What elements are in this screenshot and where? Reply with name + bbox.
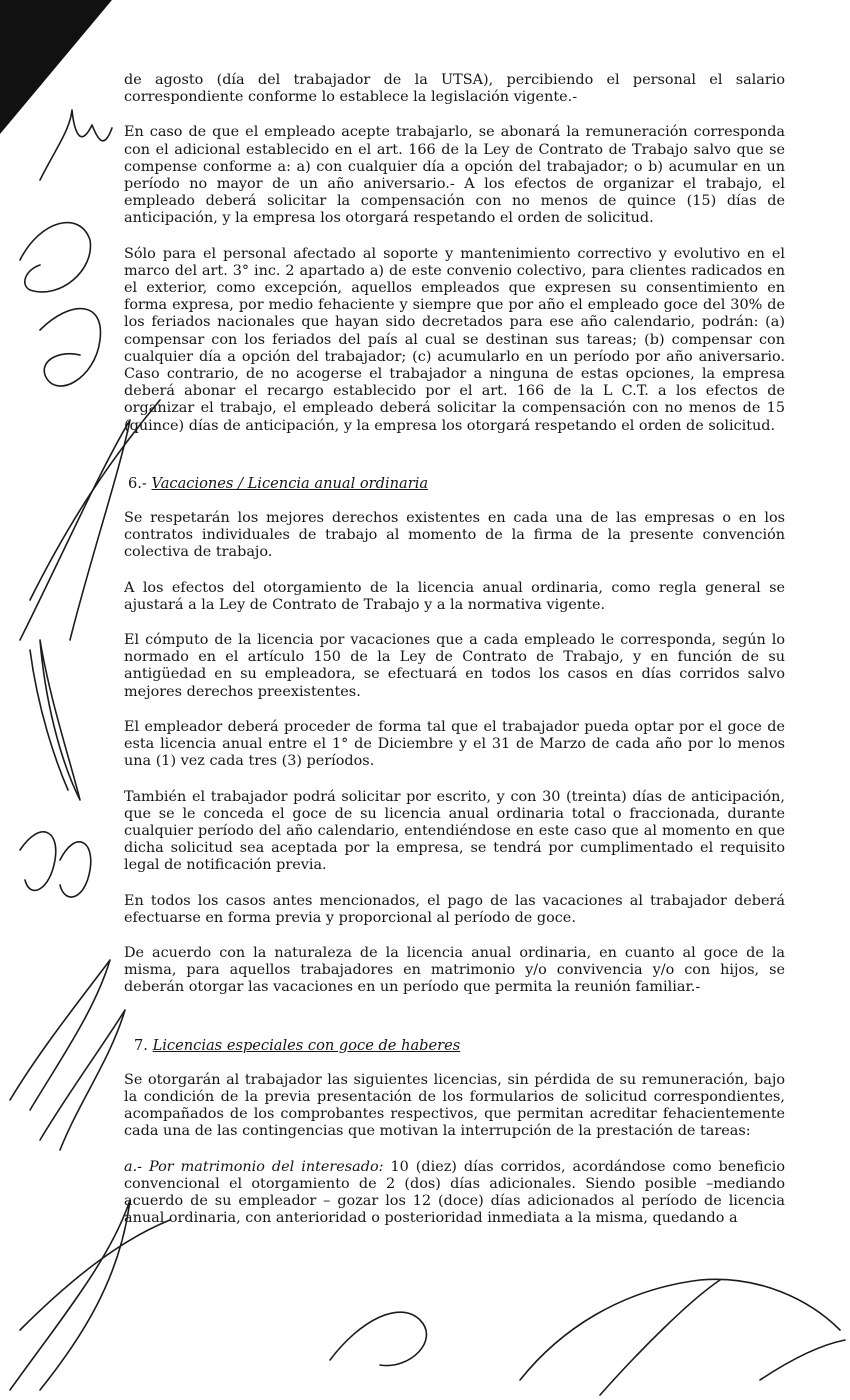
signature-stroke-bottom-right-1 — [330, 1312, 426, 1365]
section-7-item-a-text: 10 (diez) días corridos, acordándose como beneficio convencional el otorgamiento de 2 (dos) días adicionales. Siendo posible –mediando acuerdo de su empleador – gozar los 12 (doce) días adicionados al período de licencia anual ordinaria, con anterioridad o posterioridad inmediata a la misma, quedando a — [124, 1158, 785, 1227]
section-6-paragraph-4: El empleador deberá proceder de forma tal que el trabajador pueda optar por el goce de esta licencia anual entre el 1° de Diciembre y el 31 de Marzo de cada año por lo menos una (1) vez cada tres (3) períodos. — [124, 718, 785, 770]
signature-stroke-loop-1 — [20, 223, 90, 292]
signature-stroke-long-diagonal — [20, 420, 130, 640]
section-6-paragraph-6: En todos los casos antes mencionados, el pago de las vacaciones al trabajador deberá efectuarse en forma previa y proporcional al período de goce. — [124, 892, 785, 926]
section-6-paragraph-5: También el trabajador podrá solicitar por escrito, y con 30 (treinta) días de anticipación, que se le conceda el goce de su licencia anual ordinaria total o fraccionada, durante cualquier período del año calendario, entendiéndose en este caso que al momento en que dicha solicitud sea aceptada por la empresa, se tendrá por cumplimentado el requisito legal de notificación previa. — [124, 788, 785, 874]
section-6-heading — [128, 475, 785, 492]
signature-stroke-bottom-right-4 — [760, 1340, 845, 1380]
signature-stroke-bottom-big-2 — [20, 1220, 170, 1330]
section-7-number: 7. — [134, 1036, 153, 1054]
signature-stroke-lower-diagonal — [10, 960, 110, 1110]
section-6-paragraph-7: De acuerdo con la naturaleza de la licencia anual ordinaria, en cuanto al goce de la misma, para aquellos trabajadores en matrimonio y/o convivencia y/o con hijos, se deberán otorgar las vacaciones en un período que permita la reunión familiar.- — [124, 944, 785, 996]
section-7-item-a — [124, 1159, 785, 1228]
section-7-paragraph-1: Se otorgarán al trabajador las siguientes licencias, sin pérdida de su remuneración, bajo la condición de la previa presentación de los formularios de solicitud correspondientes, acompañados de los comprobantes respectivos, que permitan acreditar fehacientemente cada una de las contingencias que motivan la interrupción de la prestación de tareas: — [124, 1071, 785, 1140]
scan-corner-mark — [0, 0, 120, 140]
signature-stroke-ellipse-2 — [30, 650, 68, 790]
signature-stroke-bottom-big — [10, 1200, 130, 1390]
section-6-paragraph-3: El cómputo de la licencia por vacaciones que a cada empleado le corresponda, según lo normado en el artículo 150 de la Ley de Contrato de Trabajo, y en función de su antigüedad en su empleadora, se efectuará en todos los casos en días corridos salvo mejores derechos preexistentes. — [124, 632, 785, 700]
paragraph-exterior: Sólo para el personal afectado al soporte y mantenimiento correctivo y evolutivo en el marco del art. 3° inc. 2 apartado a) de este convenio colectivo, para clientes radicados en el exterior, como excepción, aquellos empleados que expresen su consentimiento en forma expresa, por medio fehaciente y siempre que por año el empleado goce del 30% de los feriados nacionales que hayan sido decretados para ese año calendario, podrán: (a) compensar con los feriados del país al cual se destinan sus tareas; (b) compensar con cualquier día a opción del trabajador; (c) acumularlo en un período por año aniversario. Caso contrario, de no acogerse el trabajador a ninguna de estas opciones, la empresa deberá abonar el recargo establecido por el art. 166 de la L C.T. a los efectos de organizar el trabajo, el empleado deberá solicitar la compensación con no menos de 15 (quince) días de anticipación, y la empresa los otorgará respetando el orden de solicitud. — [124, 245, 785, 434]
document-body — [124, 72, 785, 1227]
signature-stroke-loop-2 — [40, 309, 100, 386]
signature-stroke-bottom-right-2 — [520, 1279, 840, 1380]
section-7-item-a-label: a.- Por matrimonio del interesado: — [124, 1158, 384, 1175]
signature-stroke-bottom-right-3 — [600, 1280, 720, 1395]
signature-stroke-lower-loops — [20, 832, 91, 897]
section-6-paragraph-2: A los efectos del otorgamiento de la licencia anual ordinaria, como regla general se ajustará a la Ley de Contrato de Trabajo y a la normativa vigente. — [124, 579, 785, 613]
signature-stroke-ellipse — [40, 640, 80, 800]
paragraph-intro: de agosto (día del trabajador de la UTSA), percibiendo el personal el salario correspondiente conforme lo establece la legislación vigente.- — [124, 72, 785, 106]
section-6-paragraph-1: Se respetarán los mejores derechos existentes en cada una de las empresas o en los contratos individuales de trabajo al momento de la firma de la presente convención colectiva de trabajo. — [124, 510, 785, 561]
paragraph-feriado-work: En caso de que el empleado acepte trabajarlo, se abonará la remuneración corresponda con el adicional establecido en el art. 166 de la Ley de Contrato de Trabajo salvo que se compense conforme a: a) con cualquier día a opción del trabajador; o b) acumular en un período no mayor de un año aniversario.- A los efectos de organizar el trabajo, el empleado deberá solicitar la compensación con no menos de quince (15) días de anticipación, y la empresa los otorgará respetando el orden de solicitud. — [124, 124, 785, 227]
section-6-number: 6.- — [128, 474, 152, 492]
section-7-heading — [134, 1037, 785, 1054]
section-7-title: Licencias especiales con goce de haberes — [152, 1036, 461, 1054]
section-6-title: Vacaciones / Licencia anual ordinaria — [151, 474, 429, 492]
signature-stroke-lower-diagonal-2 — [40, 1010, 125, 1150]
